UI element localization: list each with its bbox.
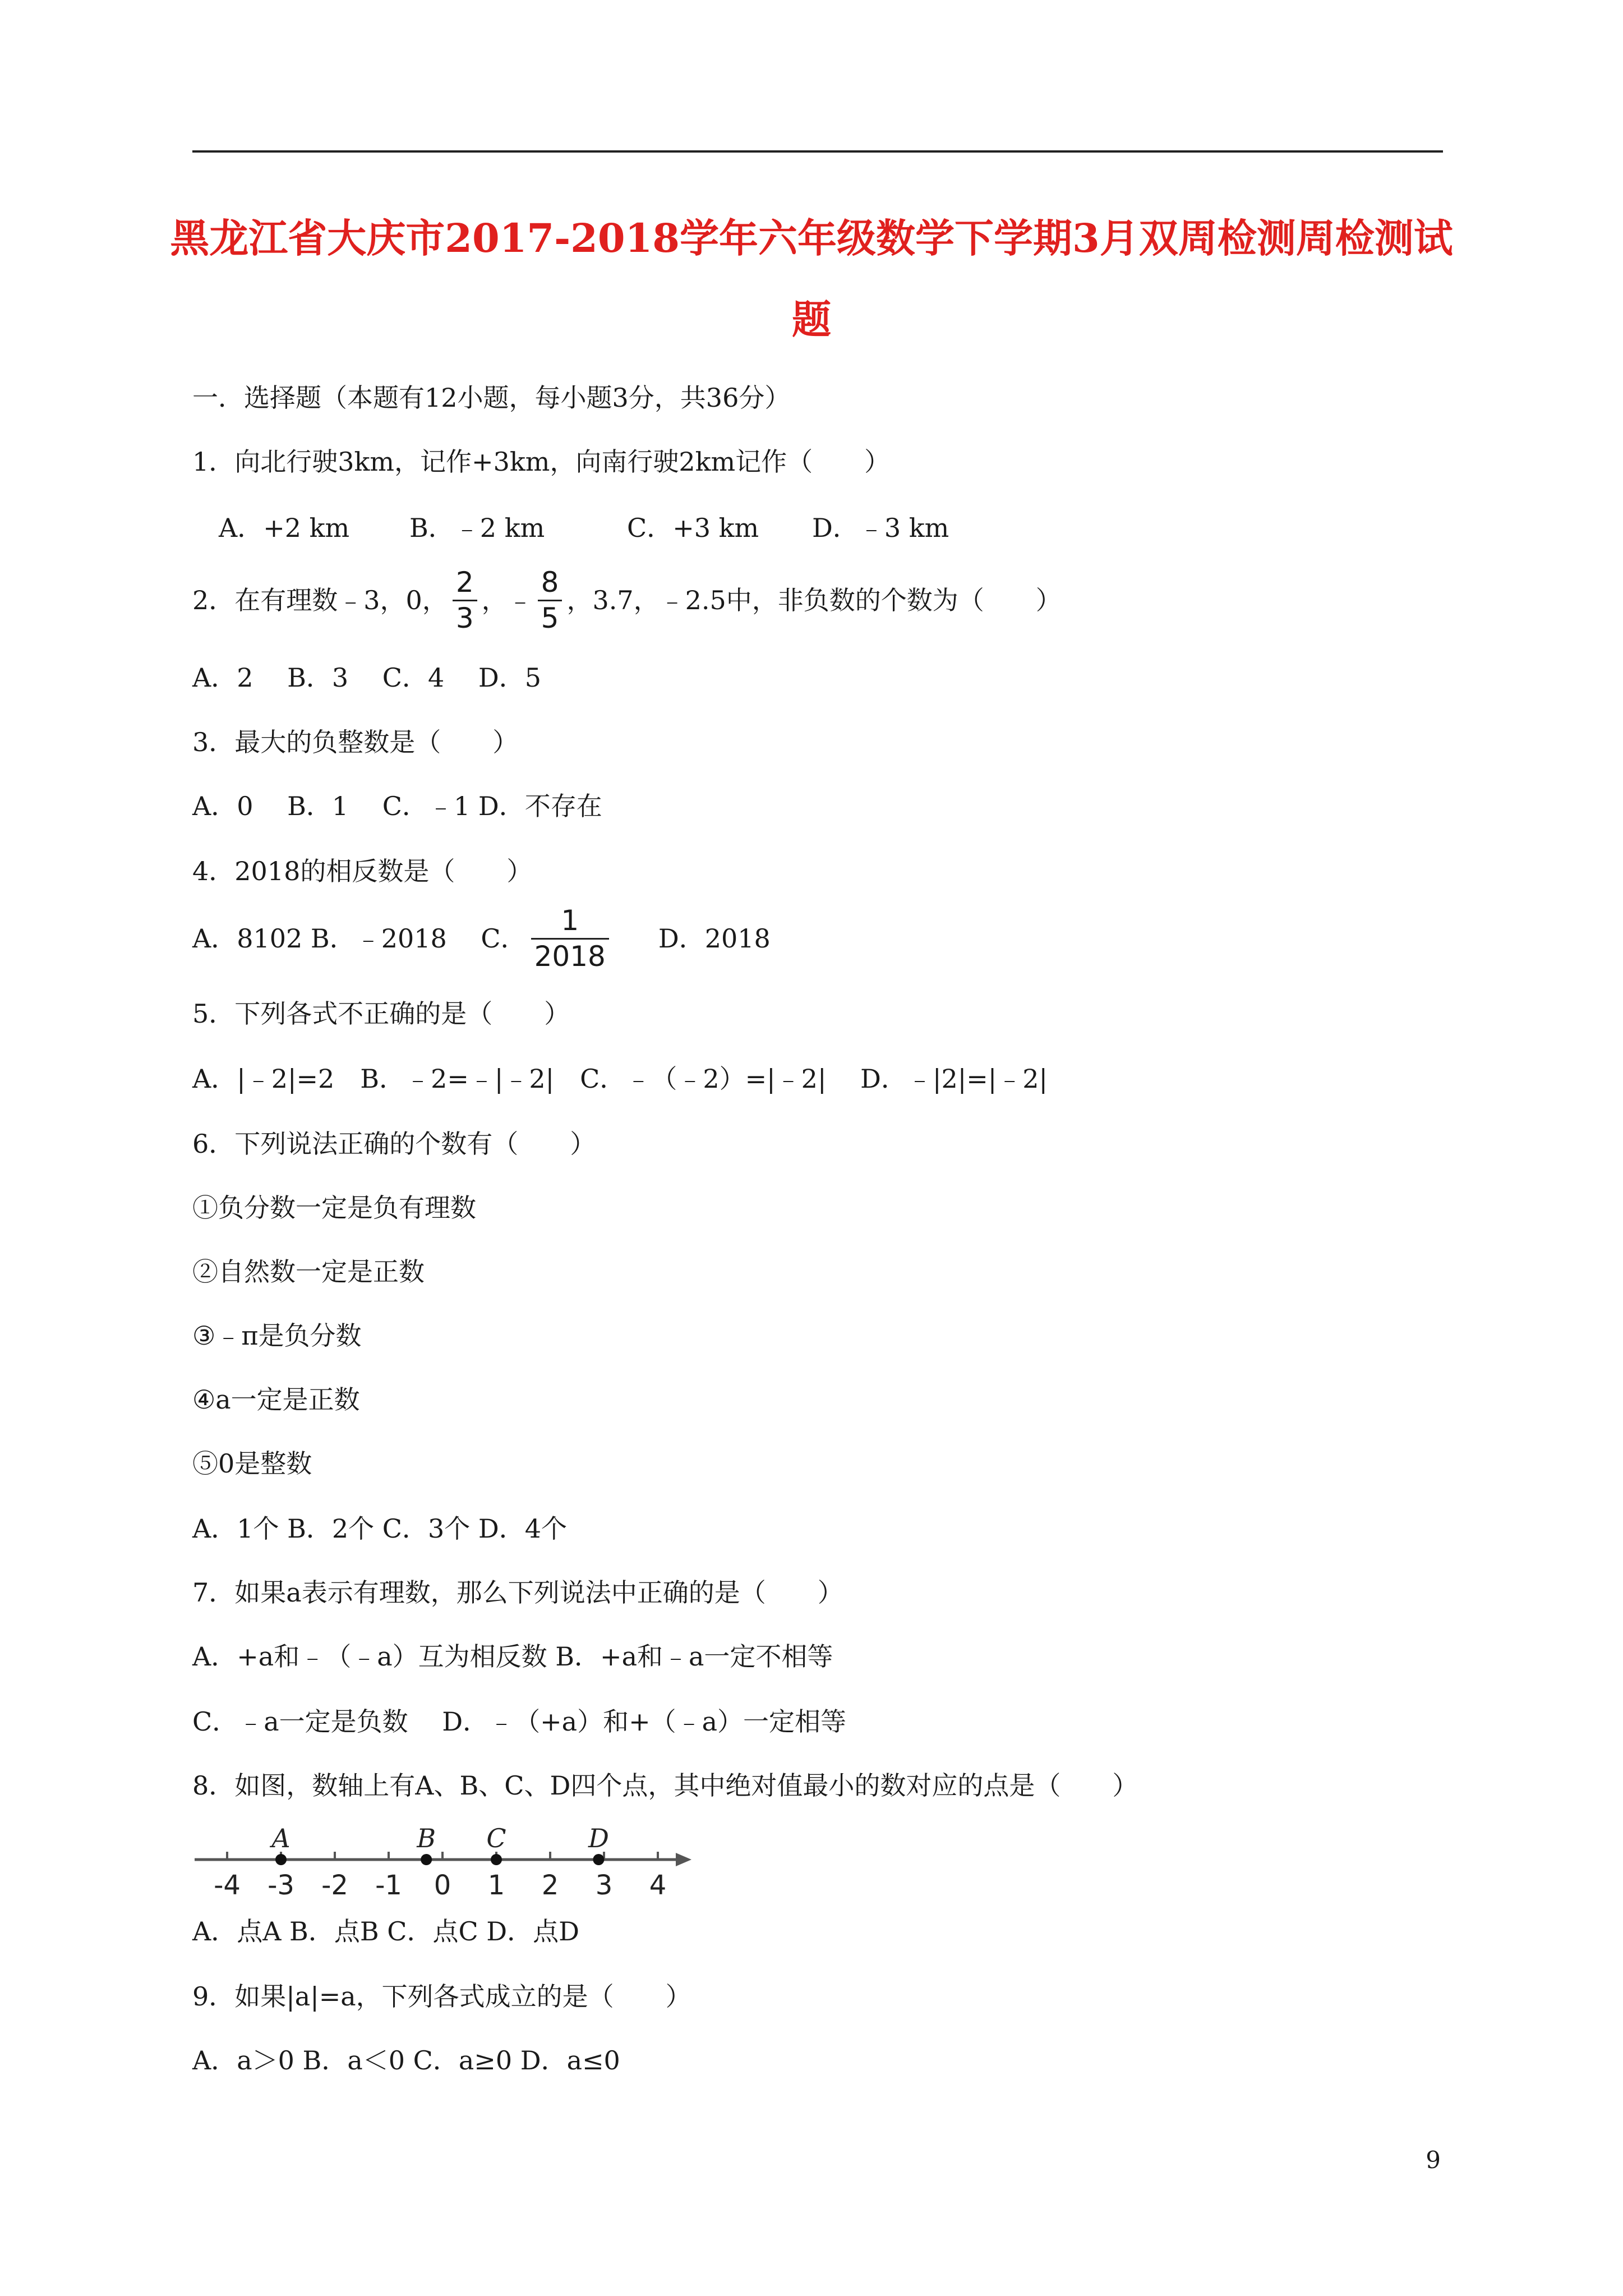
question-2-stem (192, 568, 1062, 633)
question-5-stem: 5．下列各式不正确的是（ ） (192, 999, 570, 1029)
question-2-options: A．2 B．3 C．4 D．5 (192, 662, 542, 693)
question-9-options: A．a＞0 B．a＜0 C．a≥0 D．a≤0 (192, 2045, 620, 2076)
q6-item-1: ①负分数一定是负有理数 (192, 1193, 476, 1223)
question-9-stem: 9．如果|a|=a，下列各式成立的是（ ） (192, 1981, 691, 2012)
q6-item-2: ②自然数一定是正数 (192, 1257, 425, 1287)
q6-item-3: ③﹣π是负分数 (192, 1320, 362, 1351)
number-line-tick-label: 1 (487, 1870, 505, 1901)
q2-frac2-denominator: 5 (541, 601, 559, 634)
question-7-options-ab: A．+a和﹣（﹣a）互为相反数 B．+a和﹣a一定不相等 (192, 1641, 833, 1672)
question-7-stem: 7．如果a表示有理数，那么下列说法中正确的是（ ） (192, 1577, 843, 1608)
number-line-tick-label: -4 (214, 1870, 241, 1901)
q2-negative-sign: ﹣ (507, 585, 533, 615)
question-1-options (219, 513, 949, 543)
header-rule (192, 150, 1443, 153)
number-line-point-C (491, 1854, 502, 1865)
question-6-stem: 6．下列说法正确的个数有（ ） (192, 1129, 596, 1159)
q2-fraction-8-5 (538, 568, 562, 633)
number-line-point-label-B: B (417, 1823, 436, 1853)
q2-stem-pre: 2．在有理数﹣3，0， (192, 585, 448, 615)
number-line-tick-label: 0 (434, 1870, 451, 1901)
q2-stem-post: ，3.7，﹣2.5中，非负数的个数为（ ） (566, 585, 1062, 615)
number-line-tick-label: 4 (649, 1870, 667, 1901)
number-line-point-B (421, 1854, 432, 1865)
number-line-arrow-icon (676, 1853, 691, 1866)
number-line-tick-label: 2 (541, 1870, 559, 1901)
q1-option-a: A．+2 km (219, 513, 350, 543)
document-title-line2: 题 (792, 296, 831, 343)
q1-option-d: D．﹣3 km (812, 513, 949, 543)
question-3-options: A．0 B．1 C．﹣1 D．不存在 (192, 791, 602, 821)
q4-fraction-1-2018 (531, 906, 609, 971)
number-line-point-label-A: A (271, 1823, 291, 1853)
number-line-tick-label: -3 (268, 1870, 294, 1901)
q6-item-5: ⑤0是整数 (192, 1448, 312, 1479)
q4-option-d: D．2018 (658, 923, 771, 954)
question-8-stem: 8．如图，数轴上有A、B、C、D四个点，其中绝对值最小的数对应的点是（ ） (192, 1770, 1138, 1801)
number-line-figure (192, 1820, 697, 1904)
q2-separator: ， (481, 585, 508, 615)
question-6-options: A．1个 B．2个 C．3个 D．4个 (192, 1513, 568, 1544)
q2-frac1-numerator: 2 (453, 568, 477, 601)
q4-frac-denominator: 2018 (534, 940, 606, 973)
question-4-options (192, 906, 771, 971)
number-line-point-A (275, 1854, 287, 1865)
question-5-options: A．|﹣2|=2 B．﹣2=﹣|﹣2| C．﹣（﹣2）=|﹣2| D．﹣|2|=|﹣2| (192, 1064, 1048, 1094)
question-4-stem: 4．2018的相反数是（ ） (192, 856, 533, 886)
number-line-point-label-C: C (486, 1823, 506, 1853)
number-line-tick-label: -1 (375, 1870, 402, 1901)
question-1-stem: 1．向北行驶3km，记作+3km，向南行驶2km记作（ ） (192, 447, 891, 477)
q6-item-4: ④a一定是正数 (192, 1384, 360, 1415)
q2-frac1-denominator: 3 (455, 601, 474, 634)
q1-option-c: C．+3 km (627, 513, 759, 543)
page-number: 9 (1426, 2146, 1441, 2174)
question-3-stem: 3．最大的负整数是（ ） (192, 727, 519, 757)
number-line-tick-label: 3 (595, 1870, 613, 1901)
q4-options-a-b: A．8102 B．﹣2018 C． (192, 923, 527, 954)
section-header: 一．选择题（本题有12小题，每小题3分，共36分） (192, 383, 791, 413)
q2-frac2-numerator: 8 (538, 568, 562, 601)
number-line-tick-label: -2 (321, 1870, 348, 1901)
q4-frac-numerator: 1 (531, 906, 609, 940)
question-7-options-cd: C．﹣a一定是负数 D．﹣（+a）和+（﹣a）一定相等 (192, 1706, 847, 1737)
q1-option-b: B．﹣2 km (409, 513, 545, 543)
number-line-point-label-D: D (588, 1823, 609, 1853)
document-title-line1: 黑龙江省大庆市2017-2018学年六年级数学下学期3月双周检测周检测试 (170, 215, 1453, 261)
q2-fraction-2-3 (453, 568, 477, 633)
question-8-options: A．点A B．点B C．点C D．点D (192, 1916, 580, 1947)
number-line-point-D (593, 1854, 604, 1865)
